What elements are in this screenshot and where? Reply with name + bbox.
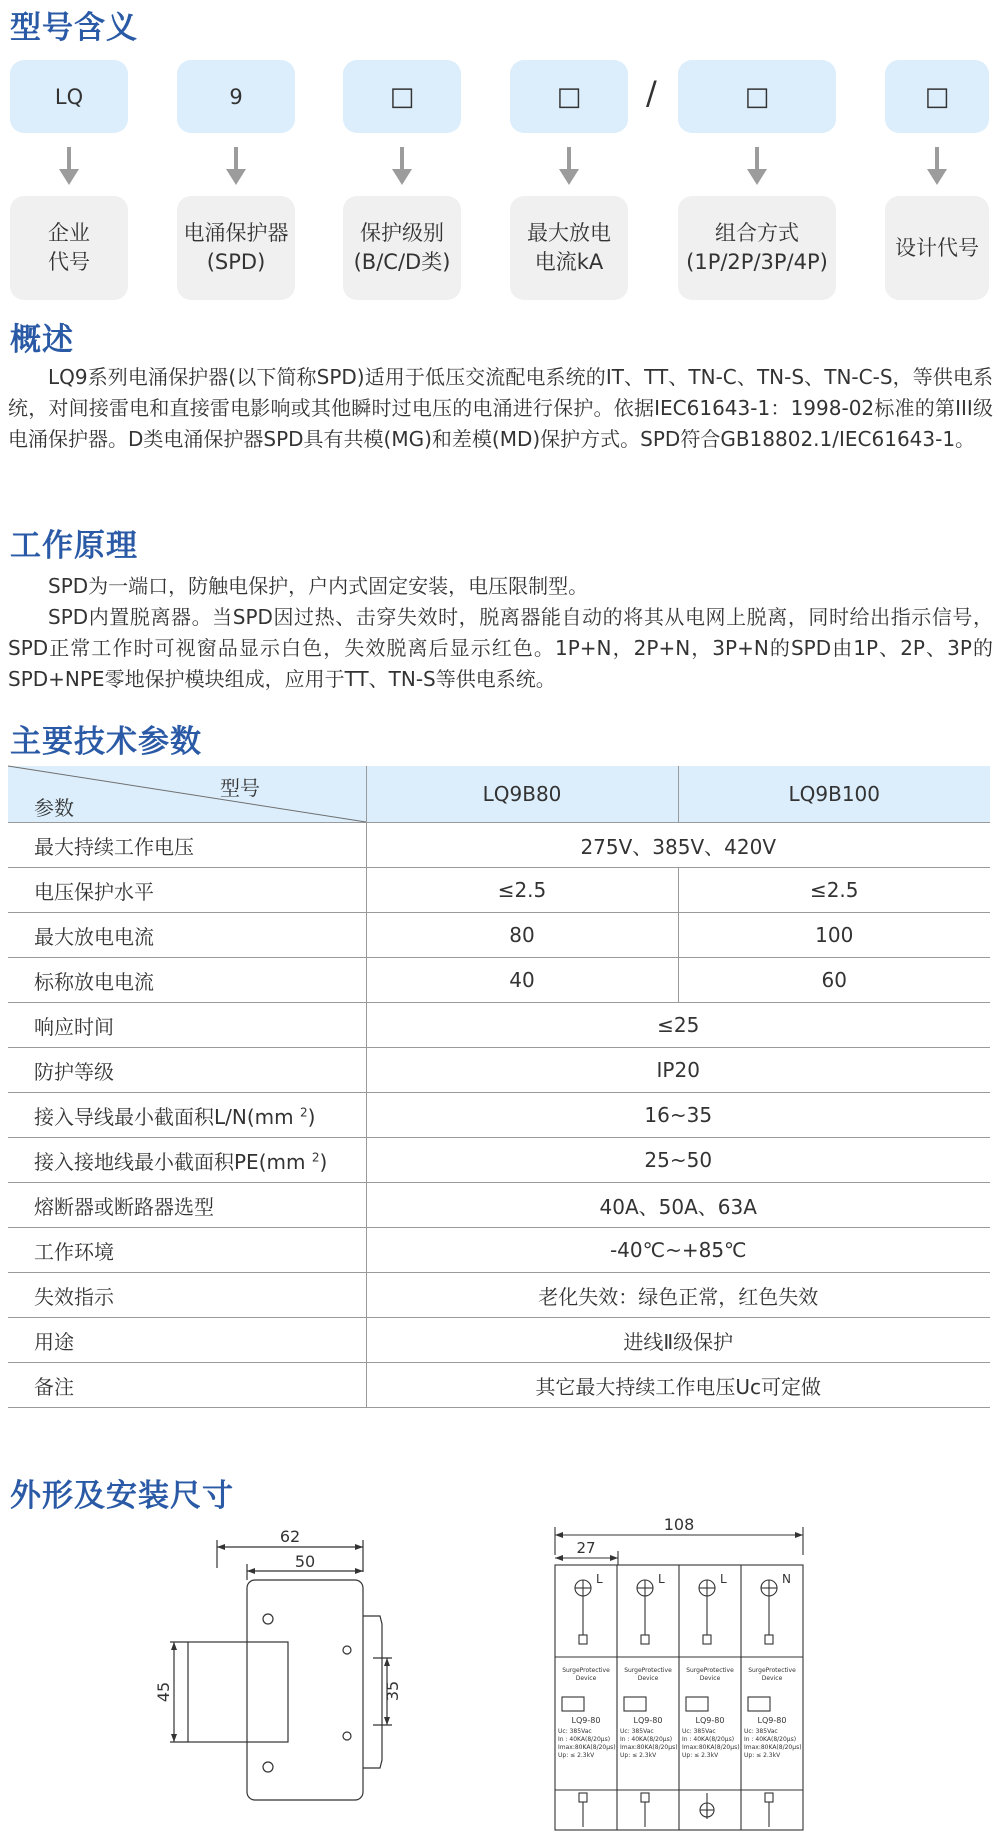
dim-width-outer: 62 — [279, 1527, 301, 1546]
module-uc: Uc: 385Vac — [682, 1728, 716, 1735]
desc-box-combination: 组合方式 (1P/2P/3P/4P) — [678, 196, 836, 300]
module-name: Device — [637, 1675, 659, 1682]
module-model: LQ9-80 — [571, 1716, 601, 1725]
module-imax: Imax:80KA(8/20μs) — [744, 1744, 802, 1751]
code-box-design: □ — [885, 60, 989, 133]
param-name: 最大持续工作电压 — [8, 823, 366, 868]
principle-paragraph-2: SPD内置脱离器。当SPD因过热、击穿失效时，脱离器能自动的将其从电网上脱离，同时给出指示信号，SPD正常工作时可视窗品显示白色，失效脱离后显示红色。1P+N，2P+N，3P+N的SPD由1P、2P、3P的SPD+NPE零地保护模块组成，应用于TT、TN-S等供电系统。 — [8, 605, 993, 691]
param-superscript: 2 — [299, 1104, 308, 1119]
arrow-down-icon — [58, 147, 80, 187]
header-model-label: 型号 — [220, 776, 260, 800]
module-label-2 — [620, 1667, 678, 1759]
table-row — [8, 868, 990, 913]
arrow-down-icon — [225, 147, 247, 187]
param-name: 防护等级 — [8, 1048, 366, 1093]
param-name: 接入接地线最小截面积PE(mm — [34, 1149, 306, 1174]
header-col-lq9b100: LQ9B100 — [678, 766, 990, 823]
overview-section — [8, 362, 993, 455]
module-in: In : 40KA(8/20μs) — [620, 1736, 673, 1743]
dim-height-outer: 45 — [154, 1681, 173, 1703]
param-value: 16~35 — [366, 1093, 990, 1138]
module-up: Up: ≤ 2.3kV — [744, 1752, 781, 1759]
module-imax: Imax:80KA(8/20μs) — [682, 1744, 740, 1751]
module-name: Device — [575, 1675, 597, 1682]
param-value: 其它最大持续工作电压Uc可定做 — [366, 1363, 990, 1408]
table-row — [8, 1363, 990, 1408]
arrow-down-icon — [926, 147, 948, 187]
param-value: 老化失效：绿色正常，红色失效 — [366, 1273, 990, 1318]
table-row — [8, 823, 990, 868]
module-label-3 — [682, 1667, 740, 1759]
module-in: In : 40KA(8/20μs) — [558, 1736, 611, 1743]
module-up: Up: ≤ 2.3kV — [558, 1752, 595, 1759]
module-uc: Uc: 385Vac — [620, 1728, 654, 1735]
overview-heading: 概述 — [10, 322, 74, 358]
arrow-down-icon — [558, 147, 580, 187]
param-value-lq9b100: ≤2.5 — [678, 868, 990, 913]
param-name: 用途 — [8, 1318, 366, 1363]
module-imax: Imax:80KA(8/20μs) — [558, 1744, 616, 1751]
terminal-label: L — [658, 1572, 665, 1586]
dim-width-inner: 50 — [294, 1552, 316, 1571]
param-name: 工作环境 — [8, 1228, 366, 1273]
param-name-cell — [8, 1138, 366, 1183]
param-name: 失效指示 — [8, 1273, 366, 1318]
dimensions-heading: 外形及安装尺寸 — [10, 1478, 234, 1514]
module-name: SurgeProtective — [624, 1667, 672, 1674]
param-value-lq9b80: 40 — [366, 958, 678, 1003]
param-value-lq9b80: ≤2.5 — [366, 868, 678, 913]
param-value-lq9b80: 80 — [366, 913, 678, 958]
param-value: 275V、385V、420V — [366, 823, 990, 868]
table-row — [8, 1003, 990, 1048]
param-value: ≤25 — [366, 1003, 990, 1048]
code-box-company: LQ — [10, 60, 128, 133]
param-name: 最大放电电流 — [8, 913, 366, 958]
desc-box-spd: 电涌保护器 (SPD) — [177, 196, 295, 300]
module-imax: Imax:80KA(8/20μs) — [620, 1744, 678, 1751]
model-meaning-heading: 型号含义 — [10, 10, 138, 46]
param-value-lq9b100: 100 — [678, 913, 990, 958]
principle-paragraph-1: SPD为一端口，防触电保护，户内式固定安装，电压限制型。 — [48, 574, 589, 598]
param-superscript: 2 — [311, 1149, 320, 1164]
params-heading: 主要技术参数 — [10, 724, 202, 760]
module-label-1 — [558, 1667, 616, 1759]
table-row — [8, 1273, 990, 1318]
param-value: IP20 — [366, 1048, 990, 1093]
table-row — [8, 1228, 990, 1273]
param-value: 40A、50A、63A — [366, 1183, 990, 1228]
table-row — [8, 1183, 990, 1228]
param-name: 标称放电电流 — [8, 958, 366, 1003]
module-uc: Uc: 385Vac — [558, 1728, 592, 1735]
overview-text: LQ9系列电涌保护器(以下简称SPD)适用于低压交流配电系统的IT、TT、TN-C、TN-S、TN-C-S，等供电系统，对间接雷电和直接雷电影响或其他瞬时过电压的电涌进行保护。依据IEC61643-1：1998-02标准的第III级电涌保护器。D类电涌保护器SPD具有共模(MG)和差模(MD)保护方式。SPD符合GB18802.1/IEC61643-1。 — [8, 365, 993, 451]
front-view-drawing — [545, 1515, 825, 1835]
module-uc: Uc: 385Vac — [744, 1728, 778, 1735]
header-param-label: 参数 — [34, 796, 74, 820]
module-name: Device — [699, 1675, 721, 1682]
table-row — [8, 1093, 990, 1138]
module-name: SurgeProtective — [686, 1667, 734, 1674]
param-name-tail: ) — [319, 1149, 328, 1174]
param-name-tail: ) — [307, 1104, 316, 1129]
param-name-cell — [8, 1093, 366, 1138]
table-row — [8, 913, 990, 958]
header-diagonal-cell — [8, 766, 366, 823]
param-value: 25~50 — [366, 1138, 990, 1183]
module-up: Up: ≤ 2.3kV — [620, 1752, 657, 1759]
principle-section — [8, 571, 993, 695]
desc-box-discharge-current: 最大放电 电流kA — [510, 196, 628, 300]
terminal-label: L — [596, 1572, 603, 1586]
param-name: 备注 — [8, 1363, 366, 1408]
module-in: In : 40KA(8/20μs) — [744, 1736, 797, 1743]
module-model: LQ9-80 — [757, 1716, 787, 1725]
param-name: 电压保护水平 — [8, 868, 366, 913]
table-row — [8, 1138, 990, 1183]
arrow-down-icon — [391, 147, 413, 187]
table-row — [8, 958, 990, 1003]
table-row — [8, 1048, 990, 1093]
module-in: In : 40KA(8/20μs) — [682, 1736, 735, 1743]
table-header-row — [8, 766, 990, 823]
code-box-protection-level: □ — [343, 60, 461, 133]
param-name: 熔断器或断路器选型 — [8, 1183, 366, 1228]
param-value: 进线Ⅱ级保护 — [366, 1318, 990, 1363]
terminal-label: N — [782, 1572, 791, 1586]
code-box-discharge-current: □ — [510, 60, 628, 133]
desc-box-design: 设计代号 — [885, 196, 989, 300]
module-up: Up: ≤ 2.3kV — [682, 1752, 719, 1759]
arrow-down-icon — [746, 147, 768, 187]
spec-table — [8, 766, 990, 1408]
module-model: LQ9-80 — [633, 1716, 663, 1725]
desc-box-company: 企业 代号 — [10, 196, 128, 300]
desc-box-protection-level: 保护级别 (B/C/D类) — [343, 196, 461, 300]
param-value: -40℃~+85℃ — [366, 1228, 990, 1273]
param-name: 接入导线最小截面积L/N(mm — [34, 1104, 294, 1129]
module-name: SurgeProtective — [748, 1667, 796, 1674]
header-col-lq9b80: LQ9B80 — [366, 766, 678, 823]
code-box-combination: □ — [678, 60, 836, 133]
dim-height-inner: 35 — [383, 1680, 402, 1702]
module-name: Device — [761, 1675, 783, 1682]
principle-heading: 工作原理 — [10, 528, 138, 564]
module-label-4 — [744, 1667, 802, 1759]
code-separator: / — [646, 74, 657, 112]
side-view-drawing — [154, 1527, 420, 1830]
code-box-series: 9 — [177, 60, 295, 133]
terminal-label: L — [720, 1572, 727, 1586]
module-model: LQ9-80 — [695, 1716, 725, 1725]
param-value-lq9b100: 60 — [678, 958, 990, 1003]
param-name: 响应时间 — [8, 1003, 366, 1048]
dim-total-width: 108 — [663, 1515, 695, 1534]
dim-module-width: 27 — [576, 1539, 596, 1557]
module-name: SurgeProtective — [562, 1667, 610, 1674]
table-row — [8, 1318, 990, 1363]
